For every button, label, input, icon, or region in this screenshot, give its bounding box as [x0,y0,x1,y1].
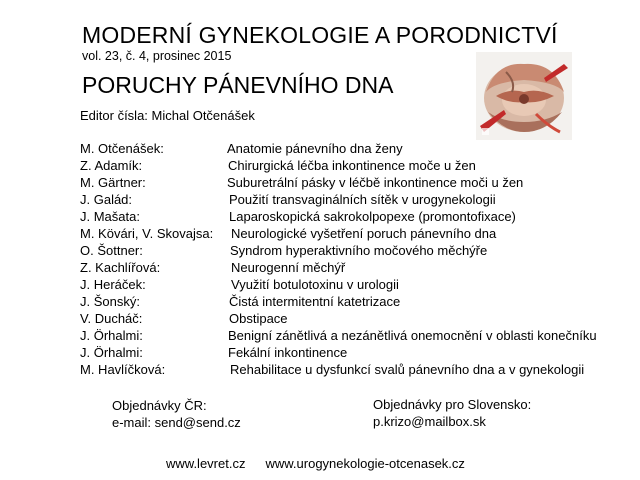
toc-topic: Využití botulotoxinu v urologii [231,277,399,292]
toc-topic: Obstipace [229,311,288,326]
website-link-levret[interactable]: www.levret.cz [166,456,246,471]
toc-topic: Benigní zánětlivá a nezánětlivá onemocnění v oblasti konečníku [228,328,597,343]
toc-row [80,242,640,259]
issue-title: PORUCHY PÁNEVNÍHO DNA [82,72,394,98]
toc-topic: Neurogenní měchýř [231,260,346,275]
toc-author: M. Otčenášek: [80,141,164,156]
issue-info: vol. 23, č. 4, prosinec 2015 [82,49,232,63]
toc-topic: Použití transvaginálních sítěk v urogynekologii [229,192,496,207]
toc-author: M. Kövári, V. Skovajsa: [80,226,214,241]
toc-row [80,361,640,378]
journal-title: MODERNÍ GYNEKOLOGIE A PORODNICTVÍ [82,22,558,48]
footer-links [166,456,485,471]
toc-row [80,344,640,361]
toc-row [80,293,640,310]
orders-czech [112,397,241,431]
toc-row [80,327,640,344]
toc-row [80,140,640,157]
toc-topic: Laparoskopická sakrokolpopexe (promontofixace) [229,209,516,224]
toc-topic: Rehabilitace u dysfunkcí svalů pánevního dna a v gynekologii [230,362,585,377]
toc-author: J. Örhalmi: [80,328,143,343]
orders-slovakia [373,396,531,430]
toc-author: J. Örhalmi: [80,345,143,360]
toc-topic: Neurologické vyšetření poruch pánevního dna [231,226,497,241]
toc-author: O. Šottner: [80,243,143,258]
toc-row [80,225,640,242]
toc-author: J. Galád: [80,192,133,207]
orders-czech-label: Objednávky ČR: [112,398,207,413]
website-link-urogynekologie[interactable]: www.urogynekologie-otcenasek.cz [265,456,465,471]
toc-row [80,208,640,225]
table-of-contents [80,140,640,378]
orders-slovakia-label: Objednávky pro Slovensko: [373,397,532,412]
orders-slovakia-email[interactable]: p.krizo@mailbox.sk [373,414,486,429]
issue-editor: Editor čísla: Michal Otčenášek [80,108,255,123]
toc-author: Z. Adamík: [80,158,143,173]
toc-topic: Čistá intermitentní katetrizace [229,294,401,309]
toc-author: J. Šonský: [80,294,140,309]
orders-czech-email[interactable]: e-mail: send@send.cz [112,415,241,430]
toc-author: J. Heráček: [80,277,146,292]
toc-row [80,174,640,191]
toc-topic: Anatomie pánevního dna ženy [227,141,403,156]
toc-author: J. Mašata: [80,209,140,224]
toc-row [80,259,640,276]
toc-row [80,191,640,208]
toc-topic: Fekální inkontinence [228,345,348,360]
toc-topic: Chirurgická léčba inkontinence moče u žen [228,158,476,173]
toc-author: Z. Kachlířová: [80,260,161,275]
toc-topic: Syndrom hyperaktivního močového měchýře [230,243,488,258]
toc-author: V. Ducháč: [80,311,143,326]
toc-author: M. Havlíčková: [80,362,166,377]
toc-topic: Suburetrální pásky v léčbě inkontinence moči u žen [227,175,524,190]
toc-author: M. Gärtner: [80,175,146,190]
toc-row [80,310,640,327]
toc-row [80,157,640,174]
anatomy-illustration [476,52,572,140]
toc-row [80,276,640,293]
